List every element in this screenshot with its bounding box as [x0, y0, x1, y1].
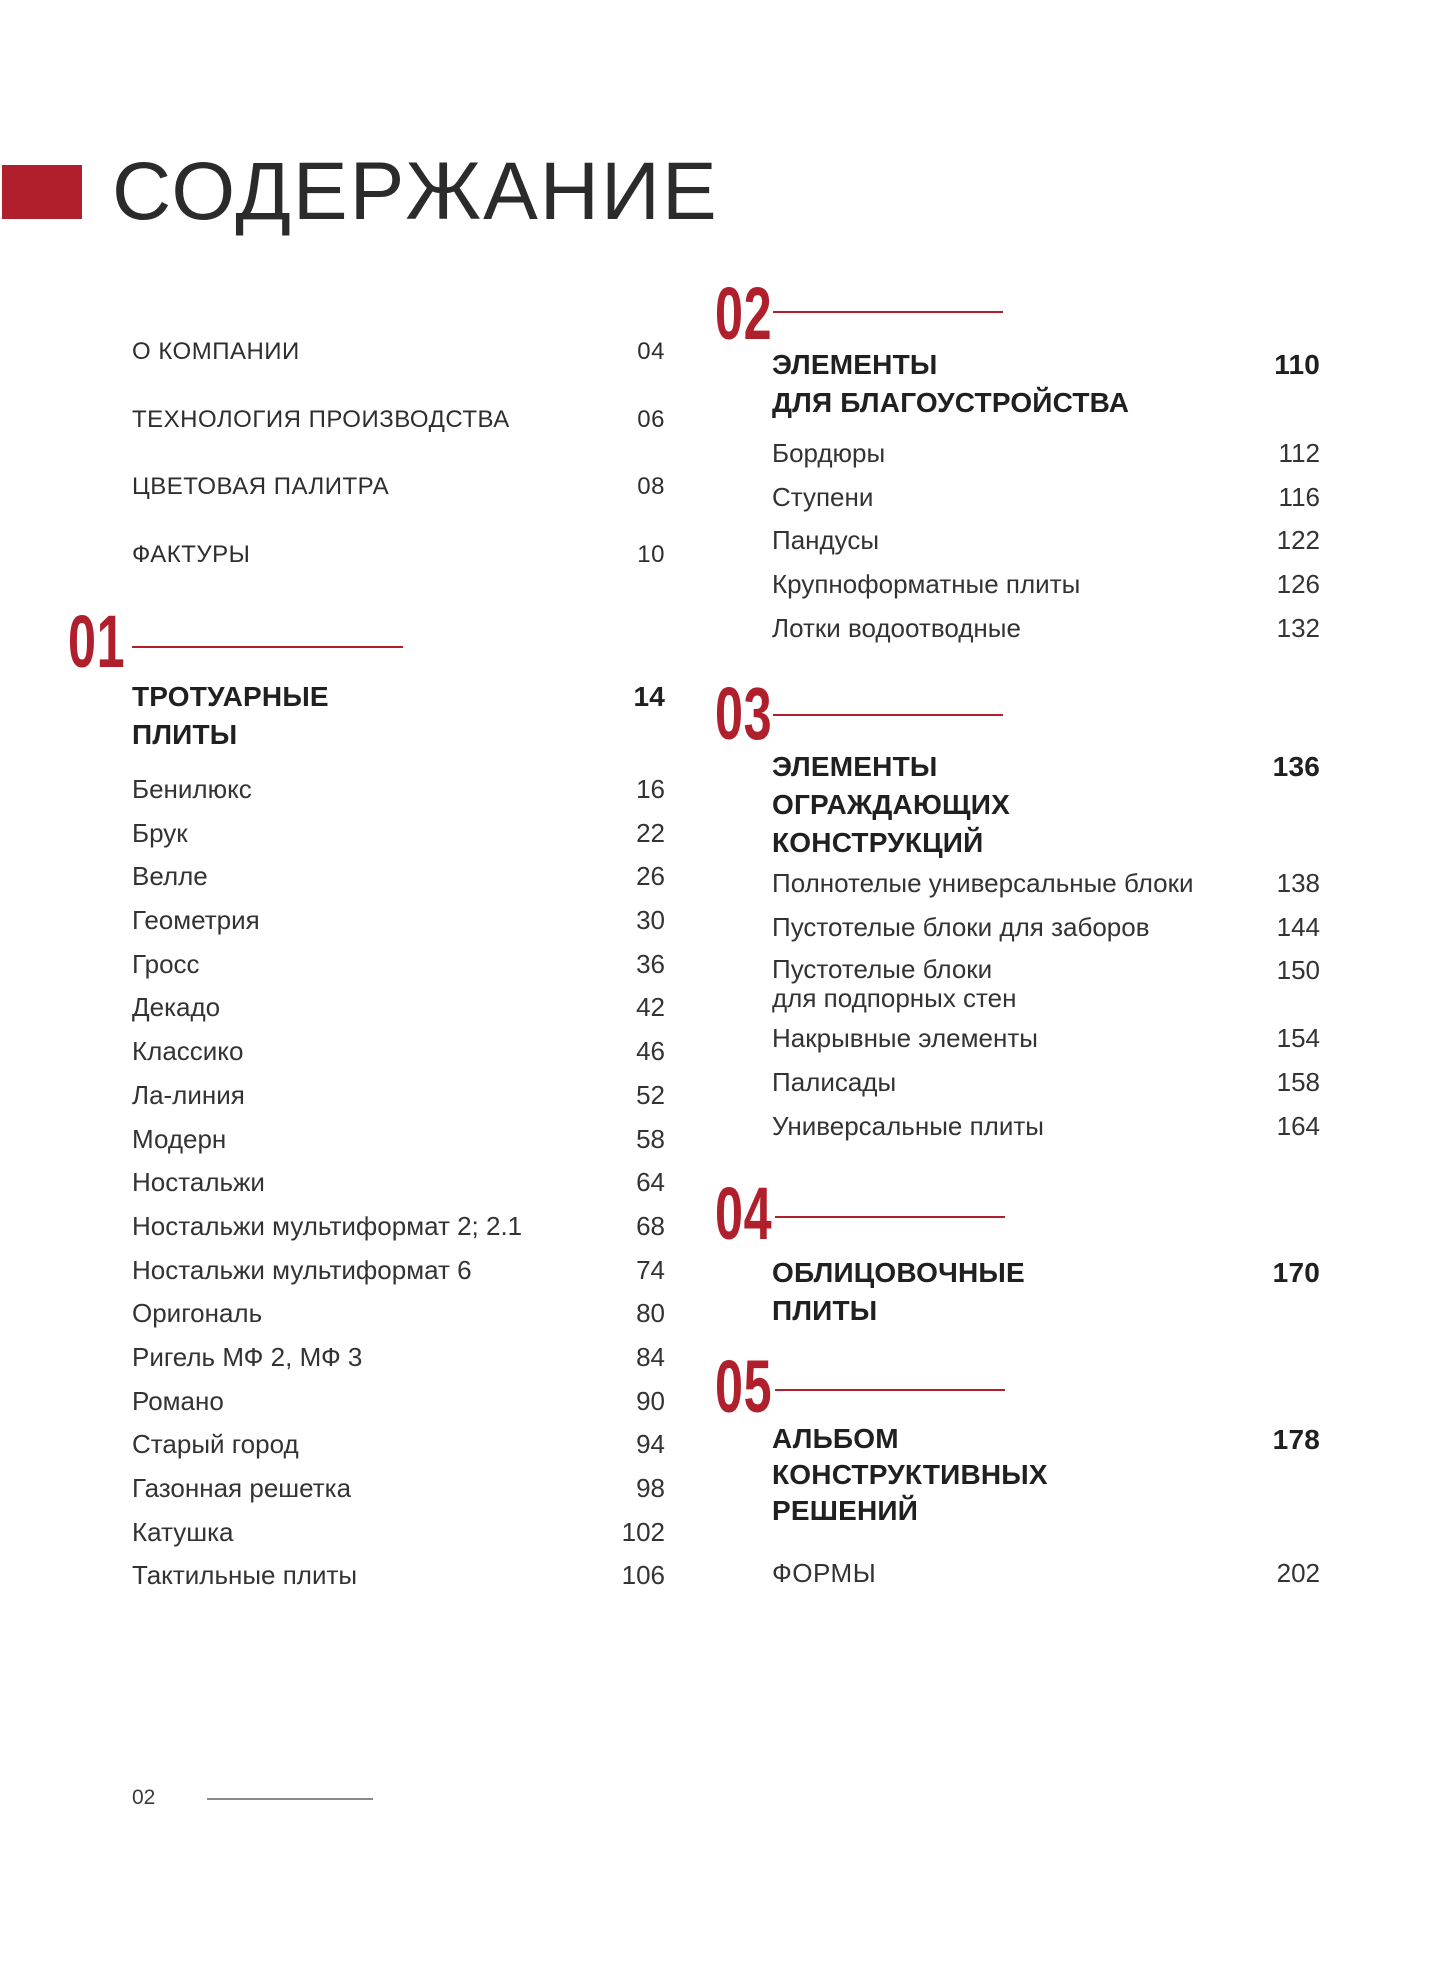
page-title: СОДЕРЖАНИЕ	[112, 146, 719, 237]
section-title	[772, 748, 1010, 862]
section-02-header	[772, 346, 1320, 422]
section-01-line	[132, 646, 403, 648]
toc-item-label: Романо	[132, 1385, 224, 1416]
toc-item-page: 64	[636, 1167, 665, 1198]
title-accent-bar	[2, 165, 82, 219]
toc-item	[132, 774, 665, 818]
toc-item	[132, 861, 665, 905]
toc-item	[772, 438, 1320, 482]
toc-item-label: Пустотелые блоки для заборов	[772, 911, 1150, 942]
toc-item	[132, 1473, 665, 1517]
toc-item	[132, 1342, 665, 1386]
toc-item	[772, 1111, 1320, 1155]
toc-item-label: ФОРМЫ	[772, 1558, 877, 1588]
toc-item-label: ФАКТУРЫ	[132, 540, 251, 568]
toc-item-page: 42	[636, 992, 665, 1023]
toc-item-label: Газонная решетка	[132, 1473, 352, 1503]
toc-item	[132, 1560, 665, 1604]
toc-item-label: Лотки водоотводные	[772, 612, 1021, 643]
section-page: 178	[1272, 1424, 1320, 1455]
toc-item-label: Классико	[132, 1036, 244, 1067]
section-page: 136	[1272, 751, 1320, 782]
section-title-line: ОБЛИЦОВОЧНЫЕ	[772, 1257, 1025, 1288]
toc-item-page: 116	[1278, 481, 1320, 512]
section-03-header	[772, 748, 1320, 862]
toc-item-page: 112	[1278, 438, 1320, 468]
toc-item-page: 132	[1276, 612, 1320, 643]
section-03-line	[773, 714, 1003, 716]
toc-item-label: Ностальжи мультиформат 2; 2.1	[132, 1210, 523, 1241]
toc-item	[132, 541, 665, 609]
toc-item-page: 138	[1276, 868, 1320, 898]
section-page: 110	[1274, 349, 1320, 380]
toc-item-page: 164	[1276, 1110, 1320, 1141]
toc-item-page: 58	[636, 1123, 665, 1154]
toc-item-page: 122	[1276, 525, 1320, 556]
toc-item-label: Ригель МФ 2, МФ 3	[132, 1341, 363, 1372]
section-05-line	[775, 1389, 1005, 1391]
footer-page-number: 02	[132, 1786, 156, 1809]
toc-item	[772, 955, 1320, 1023]
toc-item-page: 16	[636, 774, 665, 804]
toc-item-label: Старый город	[132, 1429, 299, 1460]
toc-item-label: Тактильные плиты	[132, 1560, 358, 1591]
section-title-line: ОГРАЖДАЮЩИХ	[772, 789, 1010, 820]
section-title-line: КОНСТРУКТИВНЫХ	[772, 1459, 1048, 1490]
toc-item	[132, 338, 665, 406]
toc-item	[772, 613, 1320, 657]
section-01-header	[132, 678, 665, 754]
toc-item-label: Оригональ	[132, 1298, 263, 1329]
section-title	[772, 1421, 1048, 1529]
toc-item	[132, 992, 665, 1036]
footer-line	[207, 1798, 373, 1800]
toc-item-label: Ла-линия	[132, 1079, 245, 1110]
intro-list	[132, 338, 665, 608]
section-01-items	[132, 774, 665, 1604]
section-title-line: АЛЬБОМ	[772, 1423, 899, 1454]
section-03-number: 03	[715, 672, 773, 755]
section-04-header	[772, 1254, 1320, 1330]
section-title-line: РЕШЕНИЙ	[772, 1495, 919, 1526]
toc-item-label: Накрывные элементы	[772, 1023, 1038, 1054]
toc-item-page: 10	[637, 540, 665, 568]
toc-item-label: Геометрия	[132, 905, 260, 936]
section-title	[772, 346, 1129, 422]
section-title-line: ПЛИТЫ	[132, 719, 238, 750]
toc-item-label: Пандусы	[772, 525, 880, 556]
toc-item	[132, 1036, 665, 1080]
toc-item	[772, 482, 1320, 526]
toc-item-page: 52	[636, 1079, 665, 1110]
toc-item-page: 68	[636, 1210, 665, 1241]
section-02-line	[773, 311, 1003, 313]
toc-item-page: 08	[637, 473, 665, 500]
section-title-line: ЭЛЕМЕНТЫ	[772, 751, 938, 782]
toc-item-page: 22	[636, 817, 665, 848]
toc-item-label: Велле	[132, 861, 208, 892]
toc-item-page: 106	[621, 1560, 665, 1591]
toc-item	[772, 1023, 1320, 1067]
section-05-number: 05	[715, 1345, 773, 1428]
section-05-header	[772, 1421, 1320, 1529]
toc-item	[132, 1429, 665, 1473]
toc-item-page: 46	[636, 1036, 665, 1067]
section-02-items	[772, 438, 1320, 656]
toc-item	[132, 1080, 665, 1124]
toc-item-page: 04	[637, 338, 665, 365]
toc-item	[132, 406, 665, 474]
section-02-number: 02	[715, 272, 773, 355]
toc-item-page: 36	[636, 948, 665, 979]
section-page: 14	[633, 681, 665, 712]
toc-item	[772, 569, 1320, 613]
toc-item-label: О КОМПАНИИ	[132, 338, 300, 365]
toc-item	[132, 949, 665, 993]
toc-item	[132, 473, 665, 541]
toc-item-page: 144	[1276, 911, 1320, 942]
toc-item-label: Универсальные плиты	[772, 1110, 1044, 1141]
section-title-line: ТРОТУАРНЫЕ	[132, 681, 329, 712]
toc-item-label-line: Пустотелые блоки	[772, 954, 993, 985]
toc-item-label: Ступени	[772, 481, 874, 512]
toc-item	[132, 1255, 665, 1299]
toc-item-label: ТЕХНОЛОГИЯ ПРОИЗВОДСТВА	[132, 405, 510, 433]
section-05-items	[772, 1558, 1320, 1602]
section-title-line: ЭЛЕМЕНТЫ	[772, 349, 938, 380]
toc-item-page: 94	[636, 1429, 665, 1460]
section-page: 170	[1272, 1257, 1320, 1288]
toc-item-label: ЦВЕТОВАЯ ПАЛИТРА	[132, 473, 390, 500]
toc-item-label: Бенилюкс	[132, 774, 252, 804]
toc-item-page: 84	[636, 1341, 665, 1372]
toc-item-label: Крупноформатные плиты	[772, 569, 1081, 600]
section-title-line: ДЛЯ БЛАГОУСТРОЙСТВА	[772, 387, 1130, 418]
toc-item-label: Ностальжи	[132, 1167, 265, 1198]
toc-item-page: 98	[636, 1473, 665, 1503]
toc-item-page: 06	[637, 405, 665, 433]
section-title	[772, 1254, 1025, 1330]
toc-item	[132, 1298, 665, 1342]
toc-item-label: Декадо	[132, 992, 221, 1023]
toc-item-page: 80	[636, 1298, 665, 1329]
toc-item-page: 26	[636, 861, 665, 892]
section-03-items	[772, 868, 1320, 1154]
toc-item-page: 102	[621, 1516, 665, 1547]
toc-item	[132, 1386, 665, 1430]
toc-item-label-line: для подпорных стен	[772, 983, 1017, 1014]
toc-item-page: 158	[1276, 1067, 1320, 1098]
section-04-number: 04	[715, 1172, 773, 1255]
toc-item-page: 74	[636, 1254, 665, 1285]
section-title-line: КОНСТРУКЦИЙ	[772, 827, 984, 858]
toc-item-label: Брук	[132, 817, 188, 848]
toc-item-page: 126	[1276, 569, 1320, 600]
toc-item	[132, 1517, 665, 1561]
toc-item-label: Гросс	[132, 948, 200, 979]
toc-item	[132, 1211, 665, 1255]
section-title	[132, 678, 329, 754]
toc-item-label: Бордюры	[772, 438, 886, 468]
toc-item	[772, 868, 1320, 912]
toc-item-page: 154	[1276, 1023, 1320, 1054]
toc-item-label: Ностальжи мультиформат 6	[132, 1254, 472, 1285]
section-04-line	[775, 1216, 1005, 1218]
toc-item	[772, 1558, 1320, 1602]
toc-item	[772, 912, 1320, 956]
toc-item	[132, 1167, 665, 1211]
toc-item	[772, 1067, 1320, 1111]
section-01-number: 01	[68, 600, 126, 683]
toc-item-label: Катушка	[132, 1516, 234, 1547]
toc-item-label: Модерн	[132, 1123, 227, 1154]
section-title-line: ПЛИТЫ	[772, 1295, 878, 1326]
toc-item-label: Полнотелые универсальные блоки	[772, 868, 1194, 898]
toc-item	[132, 818, 665, 862]
toc-item-page: 30	[636, 905, 665, 936]
toc-item-page: 202	[1276, 1558, 1320, 1588]
toc-item	[772, 525, 1320, 569]
toc-item-label	[772, 955, 1017, 1013]
toc-item	[132, 905, 665, 949]
toc-item	[132, 1124, 665, 1168]
toc-item-page: 150	[1276, 955, 1320, 986]
toc-item-label: Палисады	[772, 1067, 897, 1098]
toc-item-page: 90	[636, 1385, 665, 1416]
